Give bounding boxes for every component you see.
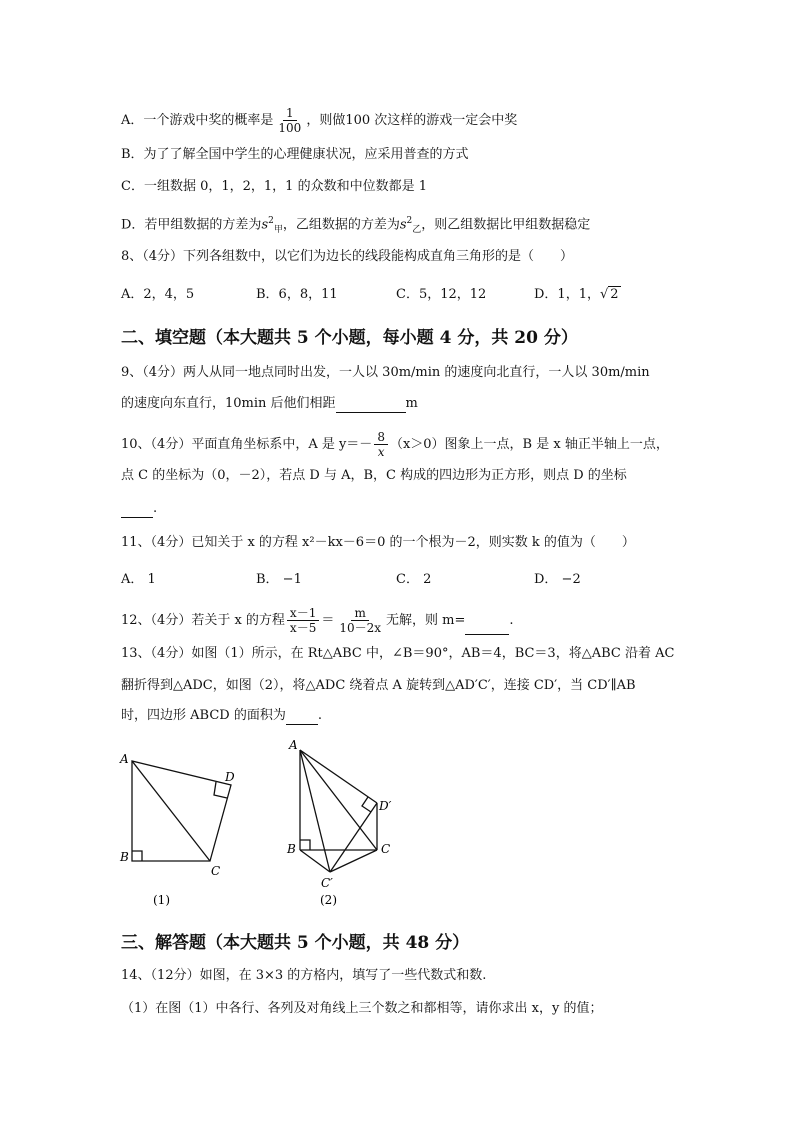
- q7-option-a: [121, 106, 517, 135]
- q8-stem: 8、（4分）下列各组数中，以它们为边长的线段能构成直角三角形的是（ ）: [121, 249, 574, 264]
- fig2-label-a: A: [289, 738, 298, 752]
- q8-option-b: B．6，8，11: [256, 287, 338, 302]
- fig2-label-d-prime: D′: [379, 799, 392, 813]
- fig2-right-angle-b: [300, 840, 310, 850]
- q7-a-numerator: 1: [283, 106, 297, 121]
- q13-text: 时，四边形 ABCD 的面积为: [121, 708, 286, 723]
- q14-part-1: （1）在图（1）中各行、各列及对角线上三个数之和都相等，请你求出 x，y 的值；: [121, 1001, 603, 1016]
- q7-d-s1: s: [261, 217, 269, 233]
- q8-option-a: A．2，4，5: [121, 287, 195, 302]
- q9-unit: m: [405, 396, 418, 411]
- q12-answer-blank[interactable]: [465, 620, 509, 635]
- q7-a-text: 一个游戏中奖的概率是: [143, 113, 274, 128]
- q12-text: 12、（4分）若关于 x 的方程: [121, 613, 285, 628]
- q12-numerator-2: m: [351, 606, 368, 621]
- q11-option-d: D． −2: [534, 572, 581, 587]
- fig1-quadrilateral: [132, 761, 231, 861]
- q7-a-denominator: 100: [278, 121, 302, 135]
- fig1-right-angle-d: [214, 782, 227, 798]
- q8-option-d: [534, 286, 621, 304]
- q13-answer-blank[interactable]: [286, 710, 318, 725]
- q12-fraction-1: [287, 606, 319, 635]
- q7-option-d: [121, 212, 590, 239]
- q10-period: .: [153, 501, 158, 516]
- q12-fraction-2: [336, 606, 384, 635]
- q13-line-1: 13、（4分）如图（1）所示，在 Rt△ABC 中，∠B＝90°，AB＝4，BC＝3，将△ABC 沿着 AC: [121, 646, 675, 661]
- q13-line-2: 翻折得到△ADC，如图（2），将△ADC 绕着点 A 旋转到△AD′C′，连接 CD′，当 CD′∥AB: [121, 678, 636, 693]
- fig1-label-c: C: [211, 864, 221, 878]
- fig1-label-d: D: [225, 770, 235, 784]
- q10-denominator: x: [377, 445, 385, 459]
- fig1-right-angle-b: [132, 851, 142, 861]
- q11-option-a: A． 1: [121, 572, 156, 587]
- q13-line-3: [121, 707, 322, 725]
- q13-figure-2: [282, 735, 412, 910]
- q12-denominator-2: 10－2x: [339, 621, 382, 635]
- q11-option-b: B． −1: [256, 572, 302, 587]
- fig2-caption: (2): [320, 893, 337, 907]
- q11-option-c: C． 2: [396, 572, 432, 587]
- fig2-right-angle-d: [362, 797, 371, 812]
- q10-text-end: （x＞0）图象上一点，B 是 x 轴正半轴上一点，: [389, 437, 669, 452]
- q7-d-text-mid: ，乙组数据的方差为: [282, 217, 400, 233]
- q9-line-2: [121, 395, 418, 413]
- q10-numerator: 8: [374, 430, 388, 445]
- q9-text: 的速度向东直行，10min 后他们相距: [121, 396, 336, 411]
- q13-period: .: [317, 708, 322, 723]
- q12-equals: ＝: [321, 613, 335, 628]
- fig1-label-b: B: [120, 850, 129, 864]
- fig1-diagonal-ac: [132, 761, 210, 861]
- q10-line-2: 点 C 的坐标为（0，－2），若点 D 与 A，B，C 构成的四边形为正方形，则点 D 的坐标: [121, 468, 627, 483]
- fig2-label-b: B: [287, 842, 296, 856]
- fig2-label-c-prime: C′: [321, 876, 333, 890]
- q9-answer-blank[interactable]: [336, 398, 406, 413]
- q10-fraction: [374, 430, 388, 459]
- q8-option-c: C．5，12，12: [396, 287, 487, 302]
- q10-answer-blank[interactable]: [121, 503, 153, 518]
- section-3-heading: 三、解答题（本大题共 5 个小题，共 48 分）: [121, 933, 470, 953]
- q7-a-label: A．: [121, 113, 144, 128]
- fig2-label-c: C: [381, 842, 391, 856]
- q10-line-1: [121, 430, 669, 459]
- fig2-lines: [300, 750, 377, 872]
- q7-d-text: D．若甲组数据的方差为: [121, 217, 262, 233]
- q7-a-text-end: ，则做100 次这样的游戏一定会中奖: [306, 113, 518, 128]
- q10-line-3: [121, 500, 157, 518]
- q7-d-s2-sq: 2: [406, 216, 413, 226]
- q7-option-c: C．一组数据 0，1，2，1，1 的众数和中位数都是 1: [121, 179, 427, 194]
- q7-d-s2-sub: 乙: [412, 224, 422, 235]
- q14-stem: 14、（12分）如图，在 3×3 的方格内，填写了一些代数式和数.: [121, 968, 487, 983]
- q7-d-s1-sq: 2: [268, 216, 274, 226]
- q8-d-text: D．1，1，: [534, 287, 600, 302]
- section-2-heading: 二、填空题（本大题共 5 个小题，每小题 4 分，共 20 分）: [121, 328, 578, 348]
- q12-line: [121, 606, 514, 635]
- q9-line-1: 9、（4分）两人从同一地点同时出发，一人以 30m/min 的速度向北直行，一人以 30m/min: [121, 365, 650, 380]
- q8-d-radicand: 2: [610, 287, 619, 302]
- q12-denominator-1: x－5: [289, 621, 317, 635]
- fig1-label-a: A: [120, 752, 129, 766]
- q7-d-text-end: ，则乙组数据比甲组数据稳定: [421, 217, 591, 233]
- q12-period: .: [509, 613, 514, 628]
- q11-stem: 11、（4分）已知关于 x 的方程 x²－kx－6＝0 的一个根为－2，则实数 k 的值为（ ）: [121, 535, 635, 550]
- q10-text: 10、（4分）平面直角坐标系中，A 是 y＝－: [121, 437, 373, 452]
- q12-numerator-1: x－1: [287, 606, 319, 621]
- fig1-lines: [132, 761, 231, 861]
- q7-a-fraction: [275, 106, 304, 135]
- q7-option-b: B．为了了解全国中学生的心理健康状况，应采用普查的方式: [121, 147, 469, 162]
- q8-d-sqrt: √ 2: [599, 287, 619, 302]
- q7-d-s2: s: [399, 217, 407, 233]
- q12-text-end: 无解，则 m=: [386, 613, 466, 628]
- q13-figure-1: [110, 745, 250, 910]
- fig1-caption: (1): [153, 893, 170, 907]
- q7-d-s1-sub: 甲: [273, 224, 283, 235]
